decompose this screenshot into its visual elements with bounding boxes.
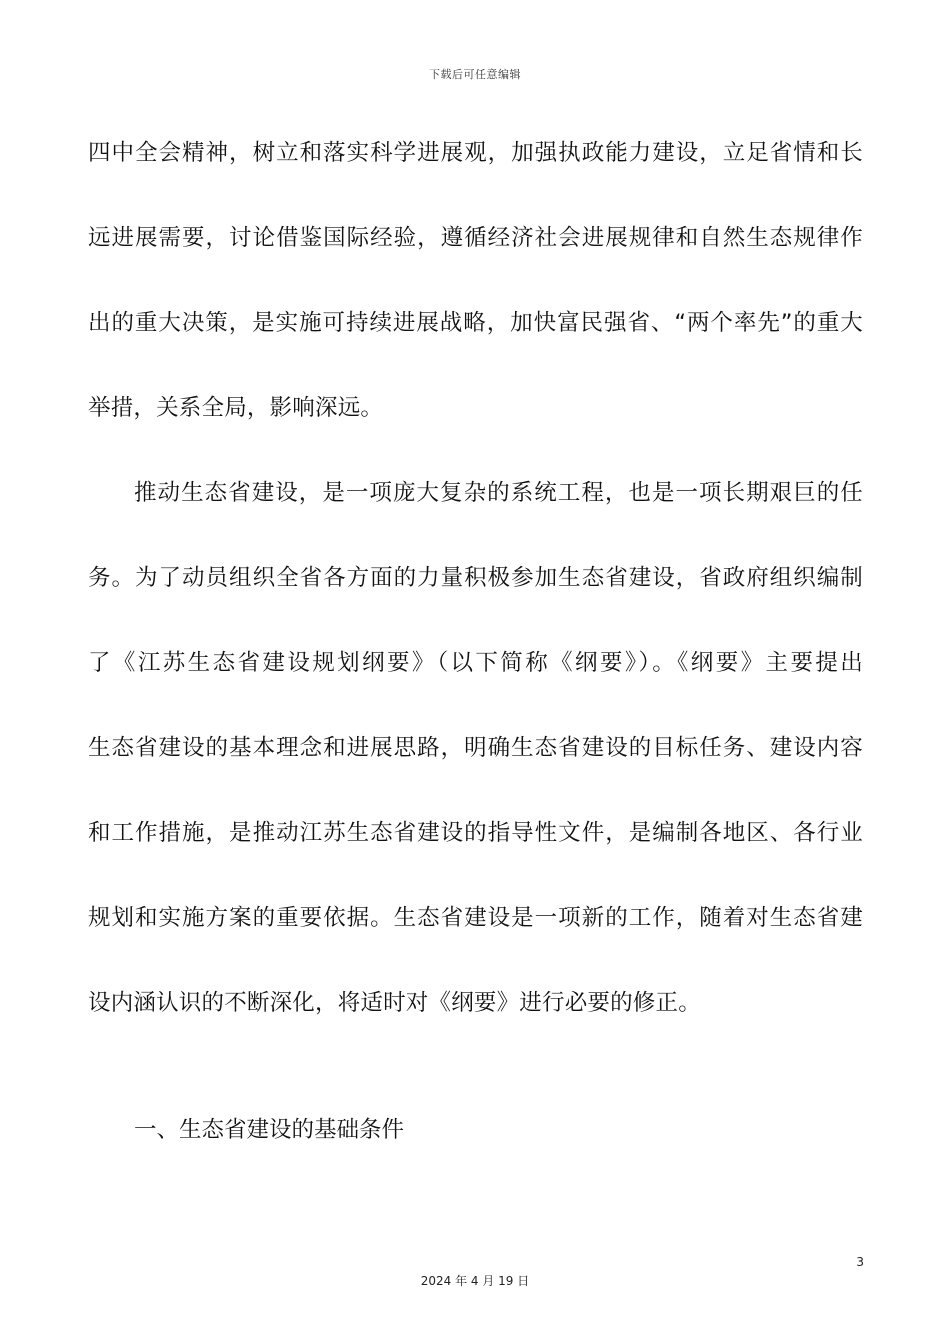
paragraph-line: 了《江苏生态省建设规划纲要》（以下简称《纲要》）。《纲要》主要提出 <box>88 650 863 676</box>
paragraph-line: 和工作措施，是推动江苏生态省建设的指导性文件，是编制各地区、各行业 <box>88 820 863 846</box>
header-note: 下载后可任意编辑 <box>429 68 521 81</box>
paragraph-line: 出的重大决策，是实施可持续进展战略，加快富民强省、“两个率先”的重大 <box>88 310 863 336</box>
body-text <box>88 128 863 1063</box>
paragraph-line: 生态省建设的基本理念和进展思路，明确生态省建设的目标任务、建设内容 <box>88 735 863 761</box>
paragraph-line: 远进展需要，讨论借鉴国际经验，遵循经济社会进展规律和自然生态规律作 <box>88 225 863 251</box>
page-number: 3 <box>856 1255 864 1269</box>
paragraph-line: 务。为了动员组织全省各方面的力量积极参加生态省建设，省政府组织编制 <box>88 565 863 591</box>
paragraph-line: 举措，关系全局，影响深远。 <box>88 395 384 421</box>
section-heading: 一、生态省建设的基础条件 <box>134 1117 405 1143</box>
paragraph-line: 设内涵认识的不断深化，将适时对《纲要》进行必要的修正。 <box>88 990 701 1016</box>
footer-date: 2024 年 4 月 19 日 <box>420 1274 530 1288</box>
paragraph-line: 规划和实施方案的重要依据。生态省建设是一项新的工作，随着对生态省建 <box>88 905 863 931</box>
paragraph-line: 四中全会精神，树立和落实科学进展观，加强执政能力建设，立足省情和长 <box>88 140 863 166</box>
paragraph-line: 推动生态省建设，是一项庞大复杂的系统工程，也是一项长期艰巨的任 <box>134 480 863 506</box>
